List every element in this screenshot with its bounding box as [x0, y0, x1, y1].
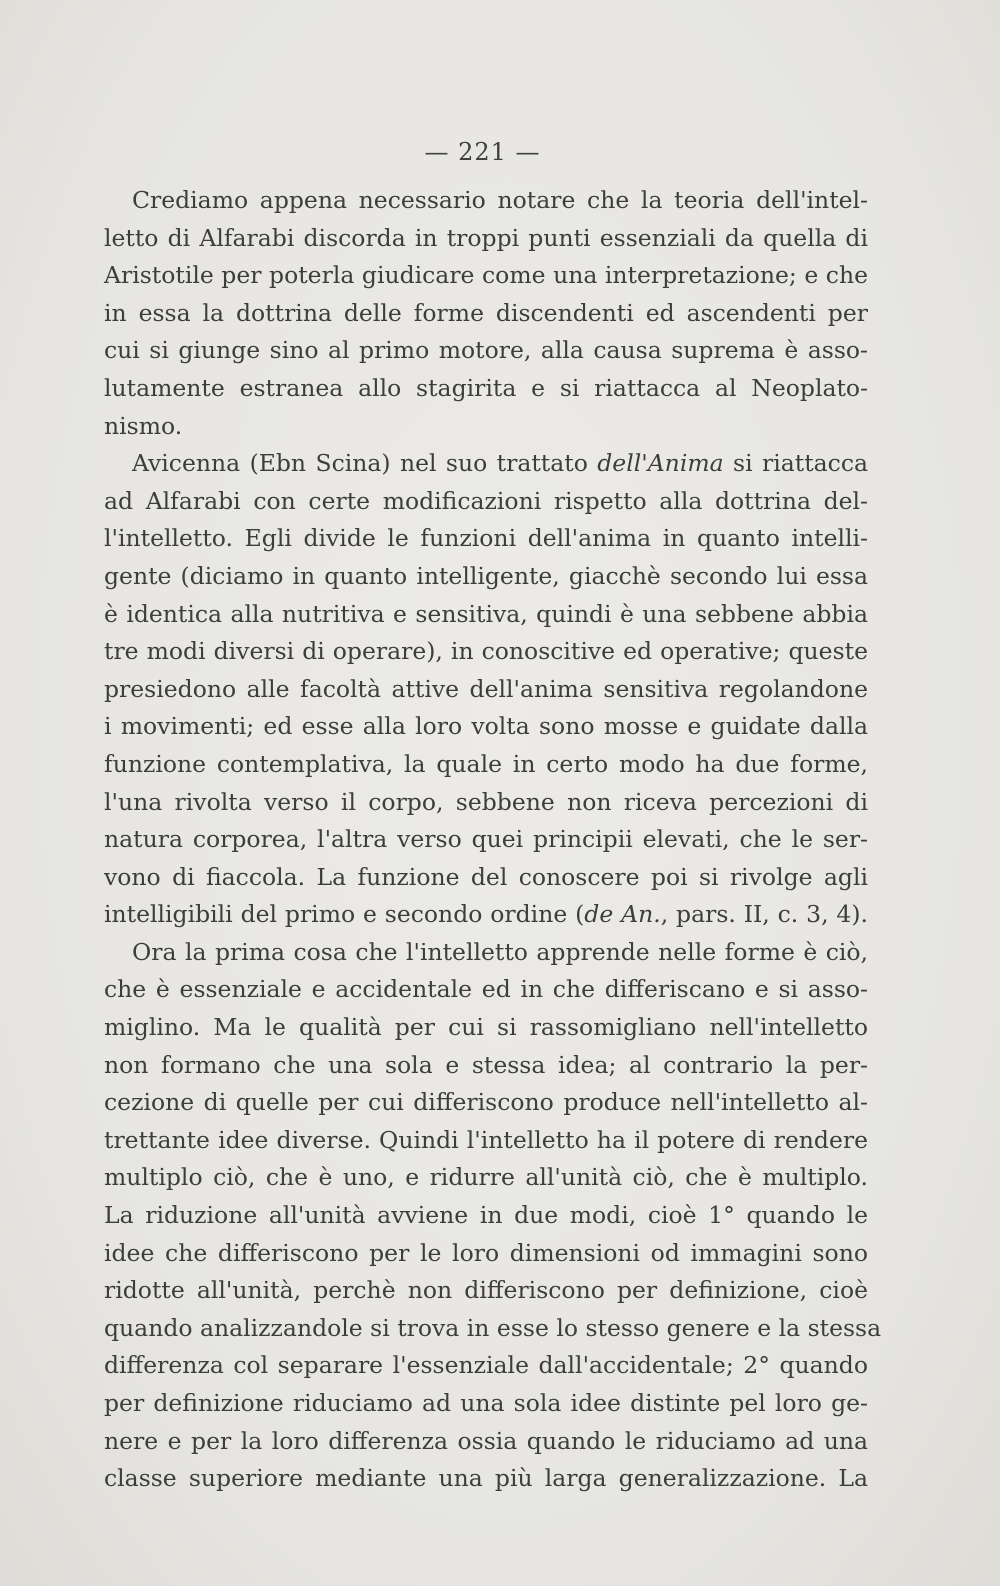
italic-title: dell'Anima	[597, 449, 724, 478]
text-line: l'intelletto. Egli divide le funzioni dell'anima in quanto intelli-	[104, 524, 868, 553]
text-line: La riduzione all'unità avviene in due modi, cioè 1° quando le	[104, 1201, 868, 1230]
text-line: cezione di quelle per cui differiscono produce nell'intelletto al-	[104, 1088, 868, 1117]
italic-title: de An.	[584, 900, 661, 929]
text-line: ridotte all'unità, perchè non differiscono per definizione, cioè	[104, 1276, 868, 1305]
text-line: miglino. Ma le qualità per cui si rassomigliano nell'intelletto	[104, 1013, 868, 1042]
body-text	[104, 182, 882, 1498]
text-line: nere e per la loro differenza ossia quando le riduciamo ad una	[104, 1426, 868, 1455]
text-line: idee che differiscono per le loro dimensioni od immagini sono	[104, 1238, 868, 1267]
text-line: differenza col separare l'essenziale dall'accidentale; 2° quando	[104, 1351, 868, 1380]
text-line: presiedono alle facoltà attive dell'anima sensitiva regolandone	[104, 674, 868, 703]
text-line: i movimenti; ed esse alla loro volta sono mosse e guidate dalla	[104, 712, 868, 741]
text-line	[104, 445, 868, 483]
text-line: ad Alfarabi con certe modificazioni rispetto alla dottrina del-	[104, 486, 868, 515]
text-line: l'una rivolta verso il corpo, sebbene non riceva percezioni di	[104, 787, 868, 816]
text-line: letto di Alfarabi discorda in troppi punti essenziali da quella di	[104, 223, 868, 252]
text-line: vono di fiaccola. La funzione del conoscere poi si rivolge agli	[104, 862, 868, 891]
text-line: Ora la prima cosa che l'intelletto apprende nelle forme è ciò,	[132, 937, 868, 966]
text-line: tre modi diversi di operare), in conoscitive ed operative; queste	[104, 637, 868, 666]
text-segment: intelligibili del primo e secondo ordine (	[104, 900, 585, 929]
page-number: — 221 —	[424, 138, 541, 166]
text-line: per definizione riduciamo ad una sola idee distinte pel loro ge-	[104, 1389, 868, 1417]
text-segment: Avicenna (Ebn Scina) nel suo trattato	[132, 449, 598, 478]
text-line: lutamente estranea allo stagirita e si riattacca al Neoplato-	[104, 373, 868, 402]
text-segment: , pars. II, c. 3, 4).	[660, 900, 869, 929]
text-line: nismo.	[104, 411, 183, 440]
text-line: Aristotile per poterla giudicare come una interpretazione; e che	[104, 261, 868, 290]
text-line: quando analizzandole si trova in esse lo stesso genere e la stessa	[104, 1313, 882, 1342]
text-line: classe superiore mediante una più larga generalizzazione. La	[104, 1464, 868, 1493]
text-line: è identica alla nutritiva e sensitiva, quindi è una sebbene abbia	[104, 599, 868, 628]
text-line	[104, 896, 868, 934]
text-line: trettante idee diverse. Quindi l'intelletto ha il potere di rendere	[104, 1125, 868, 1154]
text-line: gente (diciamo in quanto intelligente, giacchè secondo lui essa	[104, 561, 868, 590]
text-line: Crediamo appena necessario notare che la teoria dell'intel-	[132, 186, 868, 214]
text-line: non formano che una sola e stessa idea; al contrario la per-	[104, 1050, 868, 1079]
text-line: che è essenziale e accidentale ed in che differiscano e si asso-	[104, 975, 868, 1004]
text-line: in essa la dottrina delle forme discendenti ed ascendenti per	[104, 298, 868, 327]
text-line: funzione contemplativa, la quale in certo modo ha due forme,	[104, 749, 868, 778]
text-line: multiplo ciò, che è uno, e ridurre all'unità ciò, che è multiplo.	[104, 1163, 868, 1192]
text-line: natura corporea, l'altra verso quei principii elevati, che le ser-	[104, 825, 868, 854]
text-line: cui si giunge sino al primo motore, alla causa suprema è asso-	[104, 336, 868, 365]
text-segment: si riattacca	[723, 449, 868, 478]
